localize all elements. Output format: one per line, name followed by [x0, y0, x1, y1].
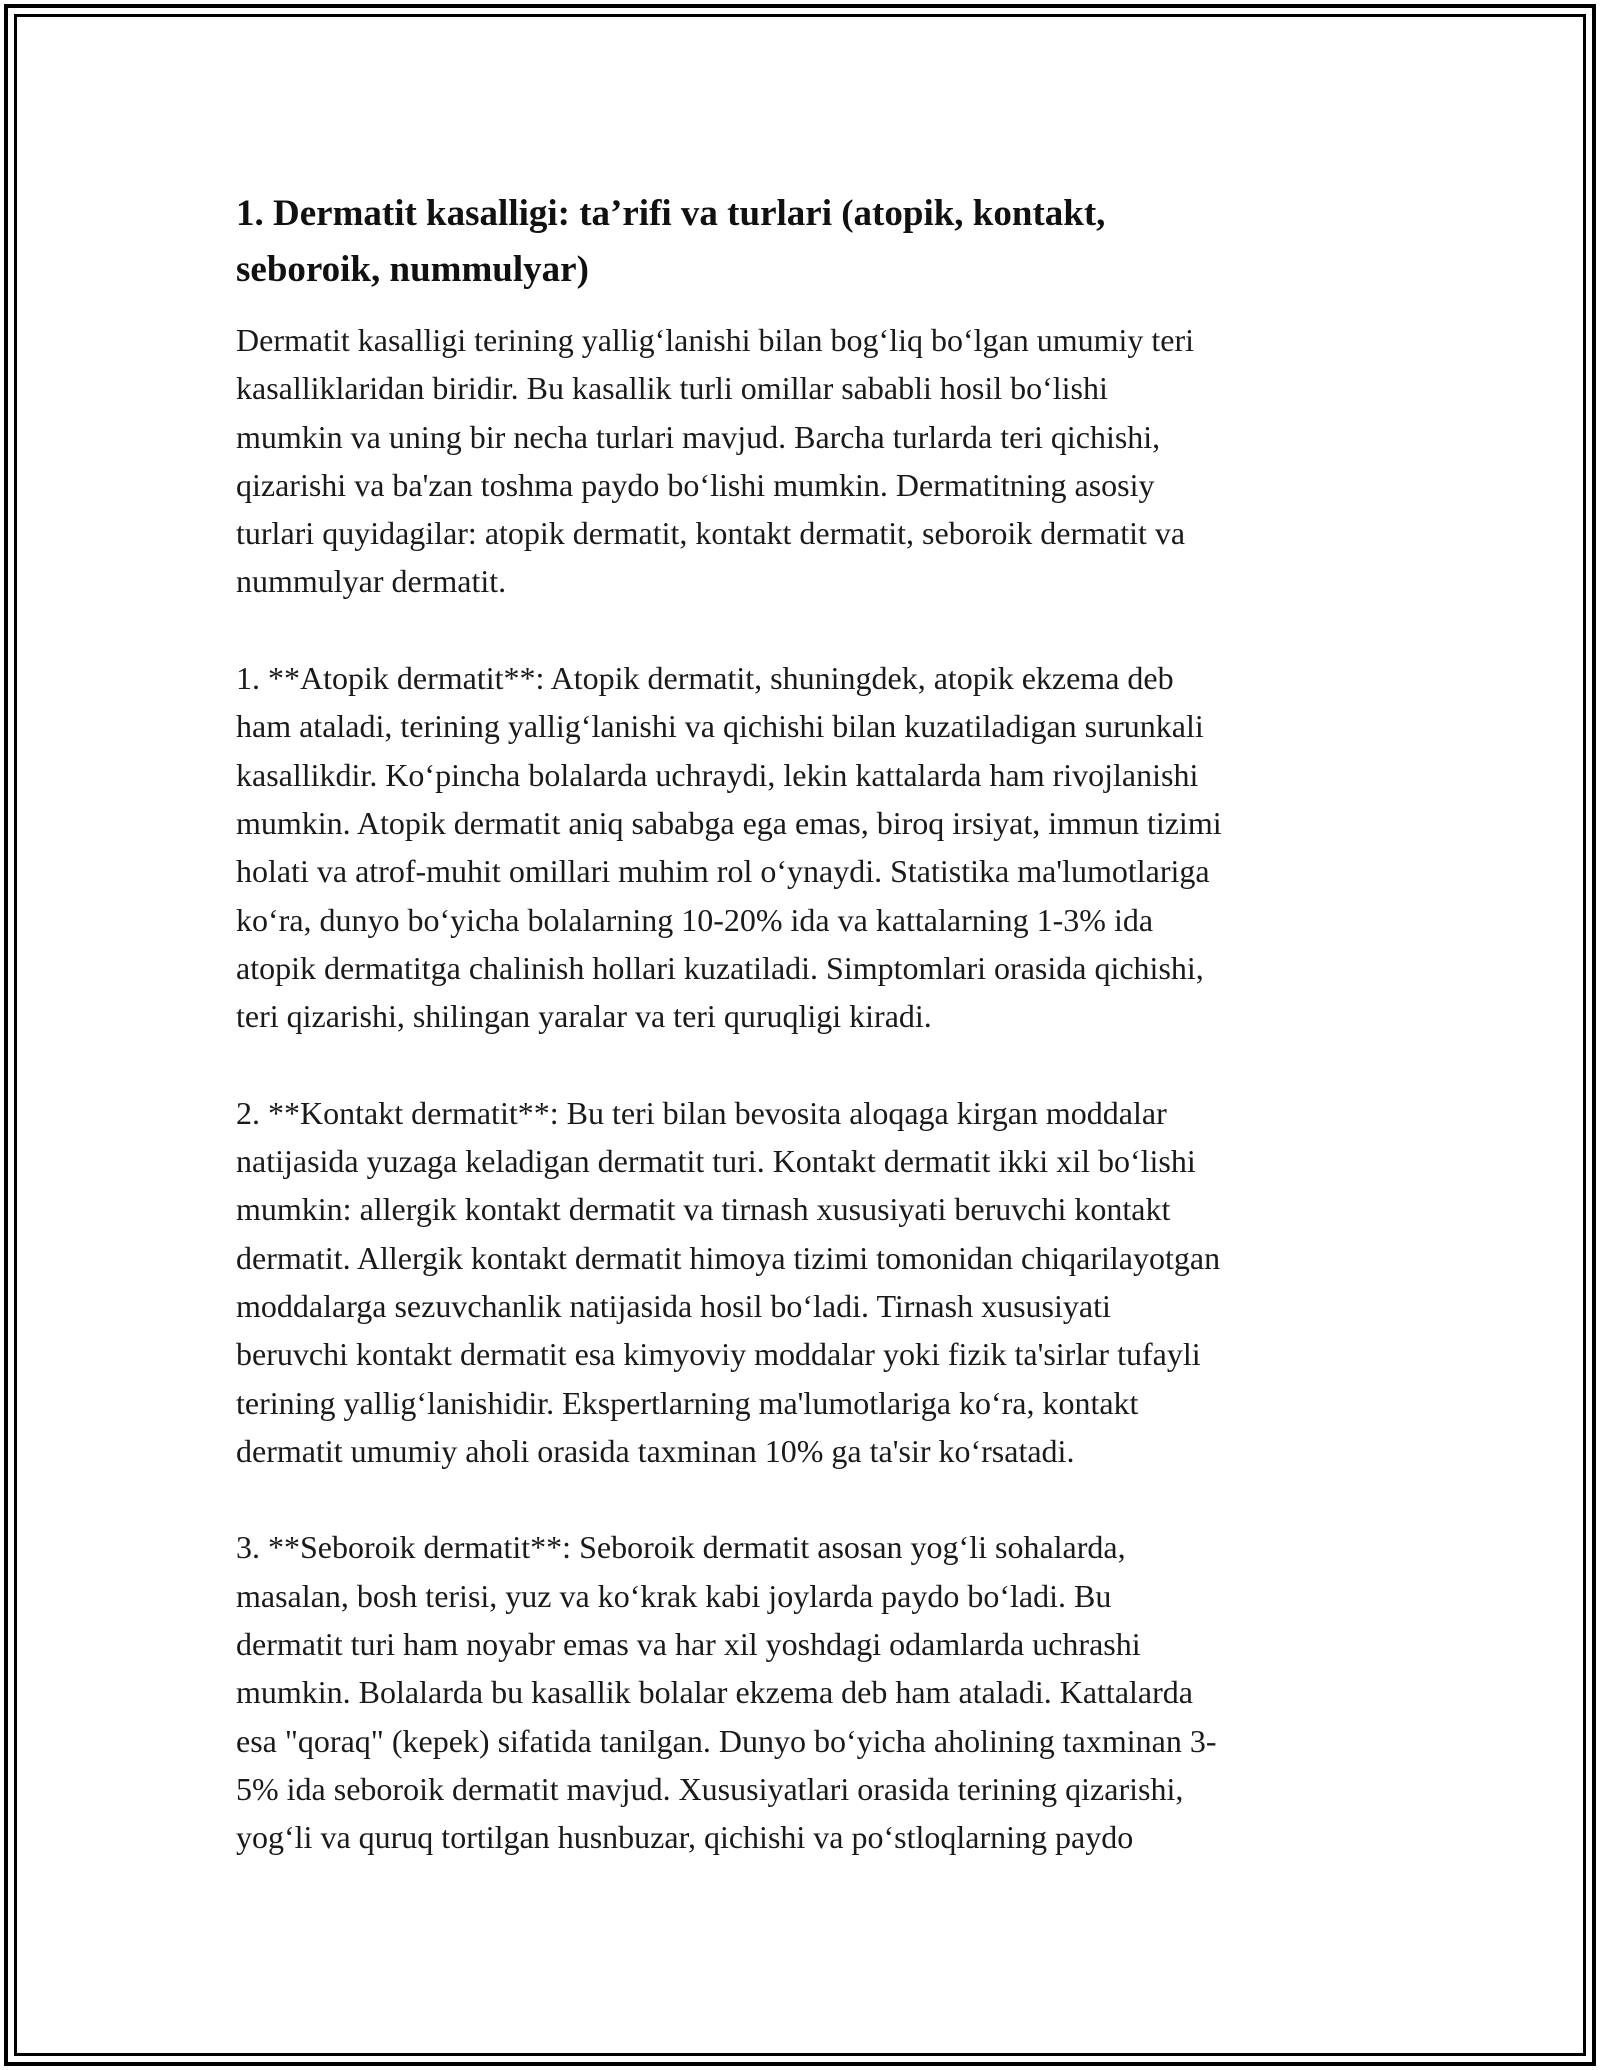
text-line: holati va atrof-muhit omillari muhim rol o‘ynaydi. Statistika ma'lumotlariga: [236, 853, 1210, 890]
text-line: qizarishi va ba'zan toshma paydo bo‘lishi mumkin. Dermatitning asosiy: [236, 466, 1155, 503]
text-line: atopik dermatitga chalinish hollari kuzatiladi. Simptomlari orasida qichishi,: [236, 949, 1204, 986]
seborrheic-dermatitis-paragraph: [236, 1523, 1376, 1861]
text-line: nummulyar dermatit.: [236, 563, 507, 600]
text-line: teri qizarishi, shilingan yaralar va teri quruqligi kiradi.: [236, 998, 932, 1035]
contact-dermatitis-paragraph: [236, 1089, 1376, 1475]
text-line: beruvchi kontakt dermatit esa kimyoviy moddalar yoki fizik ta'sirlar tufayli: [236, 1336, 1201, 1373]
text-line: dermatit. Allergik kontakt dermatit himoya tizimi tomonidan chiqarilayotgan: [236, 1239, 1221, 1276]
text-line: mumkin. Atopik dermatit aniq sababga ega emas, biroq irsiyat, immun tizimi: [236, 804, 1222, 841]
text-line: moddalarga sezuvchanlik natijasida hosil bo‘ladi. Tirnash xususiyati: [236, 1287, 1111, 1324]
document-body: [236, 186, 1376, 1862]
text-line: masalan, bosh terisi, yuz va ko‘krak kabi joylarda paydo bo‘ladi. Bu: [236, 1577, 1112, 1614]
text-line: 2. **Kontakt dermatit**: Bu teri bilan bevosita aloqaga kirgan moddalar: [236, 1094, 1167, 1131]
text-line: dermatit turi ham noyabr emas va har xil yoshdagi odamlarda uchrashi: [236, 1626, 1141, 1663]
text-line: mumkin. Bolalarda bu kasallik bolalar ekzema deb ham ataladi. Kattalarda: [236, 1674, 1193, 1711]
text-line: terining yallig‘lanishidir. Ekspertlarning ma'lumotlariga ko‘ra, kontakt: [236, 1384, 1139, 1421]
text-line: dermatit umumiy aholi orasida taxminan 10% ga ta'sir ko‘rsatadi.: [236, 1432, 1075, 1469]
heading-line: seboroik, nummulyar): [236, 249, 589, 290]
heading-line: 1. Dermatit kasalligi: ta’rifi va turlari (atopik, kontakt,: [236, 193, 1106, 234]
atopic-dermatitis-paragraph: [236, 654, 1376, 1040]
text-line: kasalliklaridan biridir. Bu kasallik turli omillar sababli hosil bo‘lishi: [236, 370, 1108, 407]
text-line: kasallikdir. Ko‘pincha bolalarda uchraydi, lekin kattalarda ham rivojlanishi: [236, 756, 1199, 793]
text-line: 1. **Atopik dermatit**: Atopik dermatit, shuningdek, atopik ekzema deb: [236, 660, 1174, 697]
text-line: 3. **Seboroik dermatit**: Seboroik dermatit asosan yog‘li sohalarda,: [236, 1529, 1126, 1566]
section-heading: [236, 186, 1376, 298]
text-line: mumkin va uning bir necha turlari mavjud. Barcha turlarda teri qichishi,: [236, 418, 1161, 455]
intro-paragraph: [236, 316, 1376, 606]
text-line: Dermatit kasalligi terining yallig‘lanishi bilan bog‘liq bo‘lgan umumiy teri: [236, 322, 1195, 358]
text-line: 5% ida seboroik dermatit mavjud. Xususiyatlari orasida terining qizarishi,: [236, 1770, 1184, 1807]
text-line: mumkin: allergik kontakt dermatit va tirnash xususiyati beruvchi kontakt: [236, 1191, 1171, 1228]
text-line: ko‘ra, dunyo bo‘yicha bolalarning 10-20% ida va kattalarning 1-3% ida: [236, 901, 1154, 938]
text-line: ham ataladi, terining yallig‘lanishi va qichishi bilan kuzatiladigan surunkali: [236, 708, 1204, 745]
text-line: natijasida yuzaga keladigan dermatit turi. Kontakt dermatit ikki xil bo‘lishi: [236, 1143, 1196, 1180]
text-line: esa "qoraq" (kepek) sifatida tanilgan. Dunyo bo‘yicha aholining taxminan 3-: [236, 1722, 1217, 1759]
text-line: yog‘li va quruq tortilgan husnbuzar, qichishi va po‘stloqlarning paydo: [236, 1819, 1134, 1856]
text-line: turlari quyidagilar: atopik dermatit, kontakt dermatit, seboroik dermatit va: [236, 515, 1186, 552]
